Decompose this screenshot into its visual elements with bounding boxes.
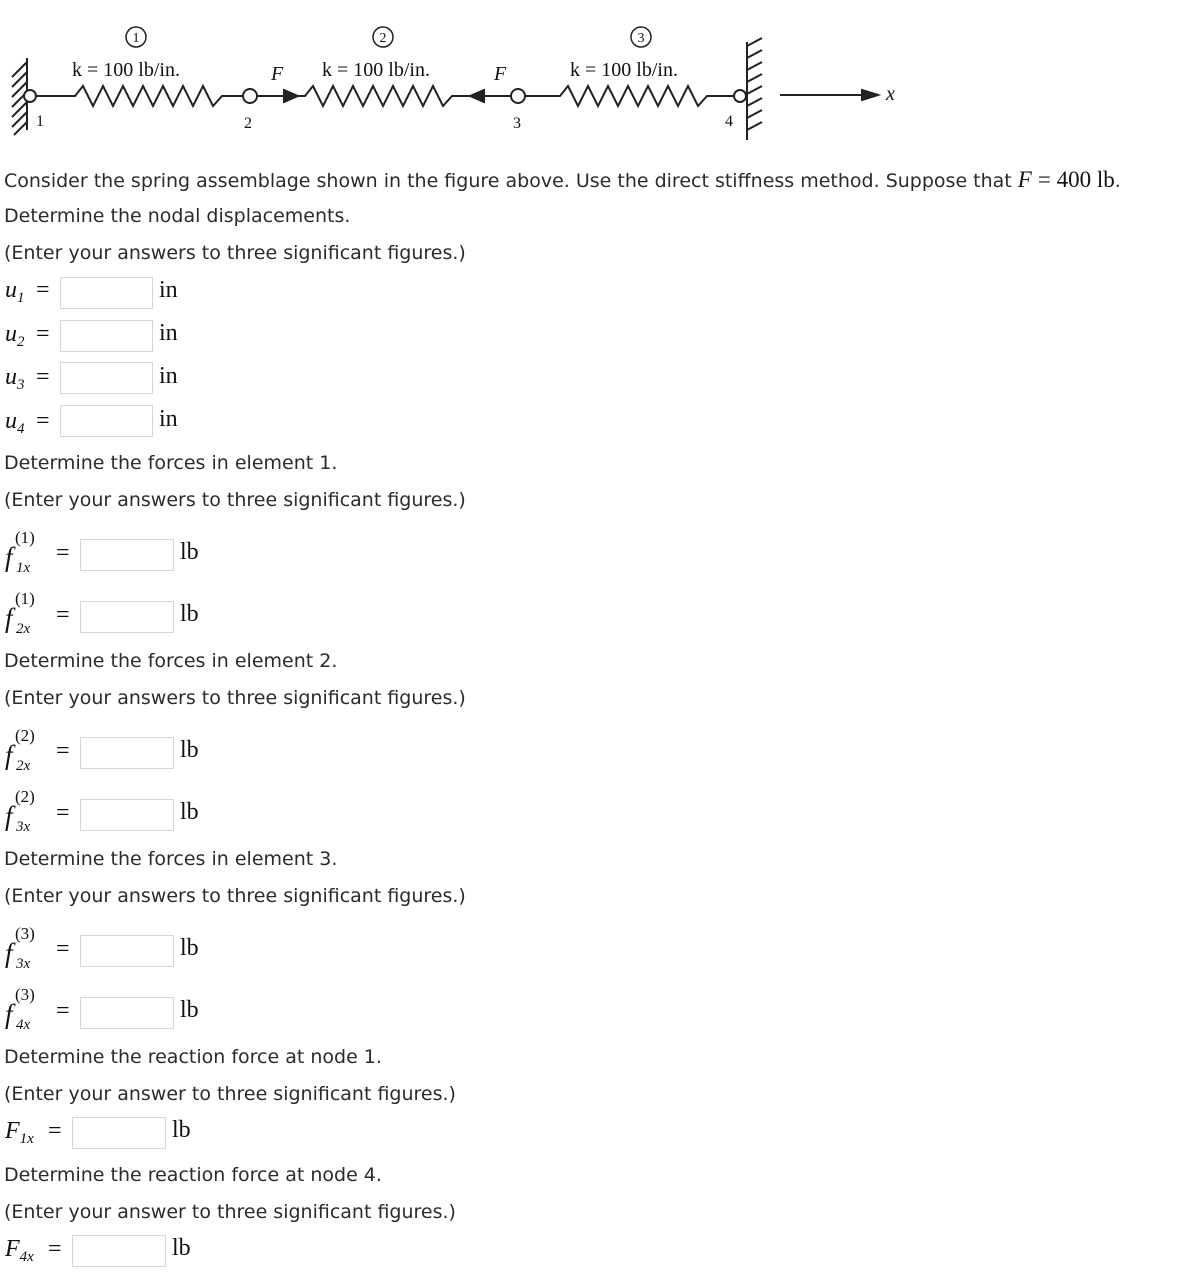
element2-title: Determine the forces in element 2. [4,650,338,672]
f2x-element2-label: f (2) 2x [5,726,35,774]
given-force-value: = 400 lb [1037,167,1115,192]
node-4-circle [734,90,746,102]
displacements-title: Determine the nodal displacements. [4,205,351,227]
f1x-element1-label: f (1) 1x [5,528,35,576]
f4x-element3-label: f (3) 4x [5,985,35,1033]
u3-label: $u_3$ [5,364,25,393]
force-label-node-3: F [494,63,507,85]
f3x-element3-equals: = [56,936,70,962]
node-4-number: 4 [725,113,733,130]
u1-equals: = [36,277,50,303]
f3x-element3-unit: lb [180,935,199,961]
element-2-number: 2 [379,31,387,46]
node-1-number: 1 [36,113,44,130]
reaction4-note: (Enter your answer to three significant figures.) [4,1201,456,1223]
reaction1-input[interactable] [72,1117,166,1149]
f3x-element2-unit: lb [180,799,199,825]
right-wall [747,38,762,140]
element1-title: Determine the forces in element 1. [4,452,338,474]
f2x-element2-unit: lb [180,737,199,763]
x-axis-arrowhead [862,90,878,100]
f4x-element3-equals: = [56,998,70,1024]
node-2-number: 2 [244,115,252,132]
node-3-circle [511,89,525,103]
reaction4-input[interactable] [72,1235,166,1267]
reaction1-title: Determine the reaction force at node 1. [4,1046,382,1068]
reaction4-unit: lb [172,1235,191,1261]
force-arrowhead-node-3 [470,90,484,102]
x-axis-label: x [886,83,895,105]
f2x-element1-unit: lb [180,601,199,627]
problem-statement [4,167,1121,193]
u2-equals: = [36,321,50,347]
u4-label: $u_4$ [5,408,25,437]
u3-input[interactable] [60,362,153,394]
reaction1-note: (Enter your answer to three significant figures.) [4,1083,456,1105]
f3x-element3-label: f (3) 3x [5,924,35,972]
f3x-element2-input[interactable] [80,799,174,831]
u1-unit: in [159,277,178,303]
spring-1-label: k = 100 lb/in. [72,59,180,81]
u3-unit: in [159,363,178,389]
f1x-element1-input[interactable] [80,539,174,571]
u1-input[interactable] [60,277,153,309]
reaction1-unit: lb [172,1117,191,1143]
given-force-period: . [1114,170,1121,192]
f4x-element3-input[interactable] [80,997,174,1029]
element3-title: Determine the forces in element 3. [4,848,338,870]
spring-assemblage-figure [0,0,1200,140]
element3-note: (Enter your answers to three significant figures.) [4,885,466,907]
reaction1-equals: = [48,1118,62,1144]
problem-statement-text: Consider the spring assemblage shown in the figure above. Use the direct stiffness method. Suppose that [4,170,1018,192]
spring-3 [525,86,733,106]
element2-note: (Enter your answers to three significant figures.) [4,687,466,709]
f1x-element1-unit: lb [180,539,199,565]
reaction1-label: $F_{1x}$ [5,1118,34,1147]
f2x-element1-input[interactable] [80,601,174,633]
element1-note: (Enter your answers to three significant figures.) [4,489,466,511]
f3x-element2-equals: = [56,800,70,826]
node-3-number: 3 [513,115,521,132]
f2x-element2-input[interactable] [80,737,174,769]
reaction4-title: Determine the reaction force at node 4. [4,1164,382,1186]
element-3-number: 3 [637,31,645,46]
u4-unit: in [159,406,178,432]
element-1-number: 1 [132,31,140,46]
f2x-element2-equals: = [56,738,70,764]
f2x-element1-label: f (1) 2x [5,589,35,637]
force-arrowhead-node-2 [284,90,298,102]
reaction4-equals: = [48,1236,62,1262]
spring-3-label: k = 100 lb/in. [570,59,678,81]
f4x-element3-unit: lb [180,997,199,1023]
node-1-circle [24,90,36,102]
reaction4-label: $F_{4x}$ [5,1236,34,1265]
spring-1 [34,86,243,106]
u4-input[interactable] [60,405,153,437]
u1-label: $u_1$ [5,277,25,306]
u3-equals: = [36,364,50,390]
u2-label: $u_2$ [5,321,25,350]
u2-unit: in [159,320,178,346]
force-label-node-2: F [271,63,284,85]
spring-2-label: k = 100 lb/in. [322,59,430,81]
f3x-element3-input[interactable] [80,935,174,967]
u4-equals: = [36,408,50,434]
f3x-element2-label: f (2) 3x [5,787,35,835]
node-2-circle [243,89,257,103]
given-force-var: F [1017,167,1032,192]
f2x-element1-equals: = [56,602,70,628]
displacements-note: (Enter your answers to three significant figures.) [4,242,466,264]
f1x-element1-equals: = [56,540,70,566]
u2-input[interactable] [60,320,153,352]
